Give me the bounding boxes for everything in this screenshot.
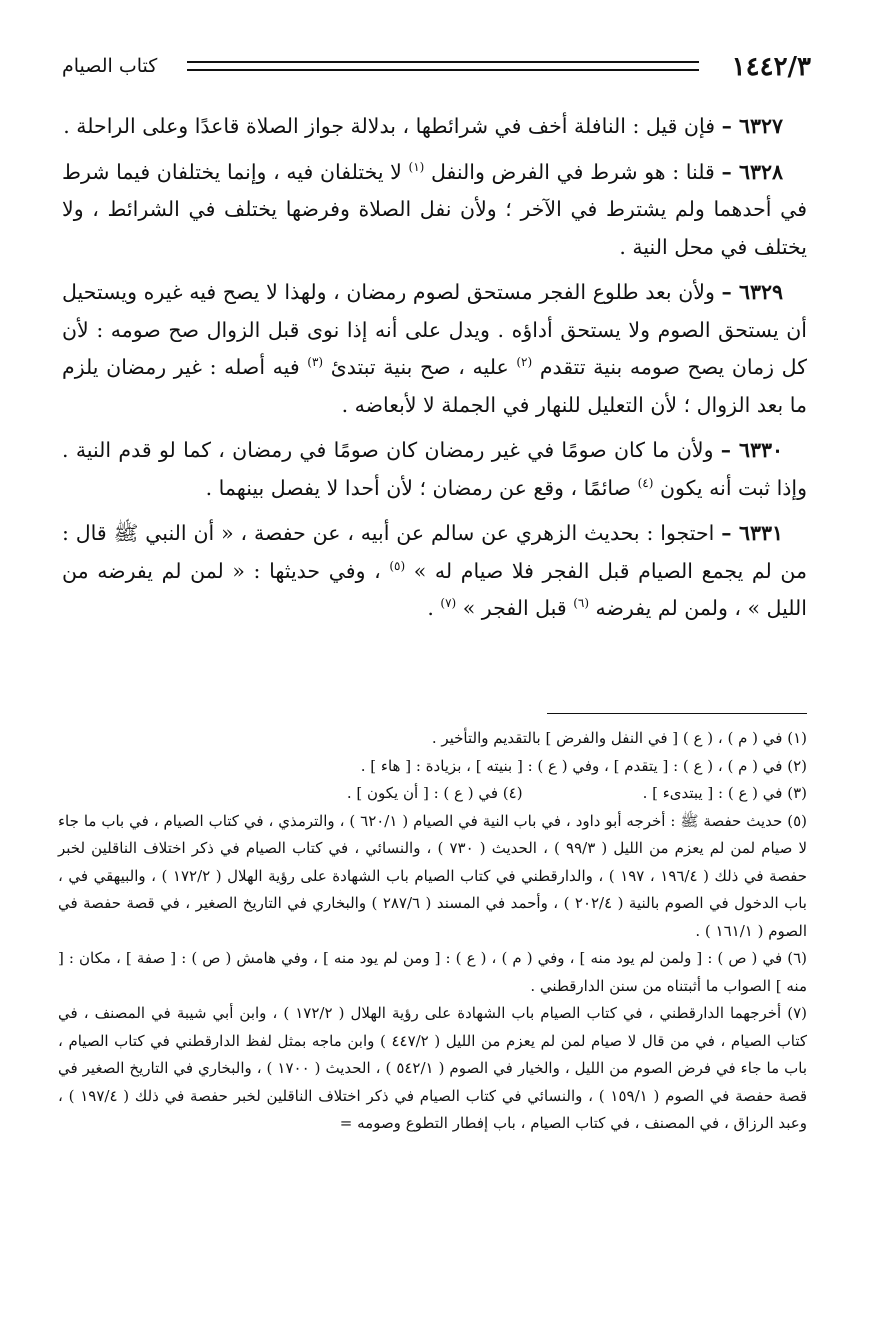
paragraph-6331	[62, 515, 807, 628]
paragraph-number: ٦٣٣٠ –	[720, 438, 783, 462]
footnote-ref: (٤)	[637, 475, 654, 490]
paragraph-text: ولأن بعد طلوع الفجر مستحق لصوم رمضان ، ولهذا لا يصح فيه غيره ويستحيل أن يستحق الصوم ولا يستحق أداؤه . ويدل على أنه إذا نوى قبل الزوال صح صومه : لأن كل زمان يصح صومه بنية تتقدم	[62, 280, 807, 379]
paragraph-text: فيه أصله : غير رمضان يلزم ما بعد الزوال ؛ لأن التعليل للنهار في الجملة لا لأبعاضه .	[62, 355, 807, 417]
paragraph-text: احتجوا : بحديث الزهري عن سالم عن أبيه ، عن حفصة ، « أن النبي ﷺ قال : من لم يجمع الصيام قبل الفجر فلا صيام له »	[62, 521, 807, 583]
paragraph-number: ٦٣٢٨ –	[721, 159, 783, 184]
footnotes-3-4	[58, 780, 807, 808]
paragraph-6329	[62, 274, 807, 424]
footnote-1: (١) في ( م ) ، ( ع ) [ في النفل والفرض ] بالتقديم والتأخير .	[431, 729, 807, 747]
header-rule	[187, 61, 699, 71]
paragraph-text: ولأن ما كان صومًا في غير رمضان كان صومًا في رمضان ، كما لو قدم النية . وإذا ثبت أنه يكون	[62, 438, 807, 500]
footnote-ref: (٥)	[389, 558, 406, 573]
paragraph-text: عليه ، صح بنية تبتدئ	[323, 355, 517, 379]
paragraph-text: قبل الفجر »	[456, 596, 574, 620]
footnote-7: (٧) أخرجهما الدارقطني ، في كتاب الصيام باب الشهادة على رؤية الهلال ( ١٧٢/٢ ) ، وابن أبي شيبة في المصنف ، في كتاب الصيام ، في من قال لا صيام لمن لم يعزم من الليل ( ٤٤٧/٢ ) وابن ماجه بمثل لفظ الدارقطني في كتاب الصيام ، باب ما جاء في فرض الصوم من الليل ، والخيار في الصوم ( ٥٤٢/١ ) ، الحديث ( ١٧٠٠ ) ، والبخاري في التاريخ الصغير في قصة حفصة في الصوم ( ١٥٩/١ ) ، والنسائي في كتاب الصيام في ذكر اختلاف الناقلين لخبر حفصة في ذلك ( ١٩٧/٤ ) ، وعبد الرزاق ، في المصنف ، في كتاب الصيام ، باب إفطار التطوع وصومه =	[58, 1004, 808, 1132]
footnote-ref: (٦)	[573, 596, 590, 611]
footnote-ref: (٢)	[516, 355, 533, 370]
footnote-6: (٦) في ( ص ) : [ ولمن لم يود منه ] ، وفي ( م ) ، ( ع ) : [ ومن لم يود منه ] ، وفي هامش ( ص ) : [ صفة ] ، مكان : [ منه ] الصواب ما أثبتناه من سنن الدارقطني .	[58, 949, 807, 995]
paragraph-text: ، وفي حديثها : « لمن لم يفرضه من الليل » ، ولمن لم يفرضه	[62, 558, 807, 620]
footnote-separator	[547, 713, 807, 714]
paragraph-text: صائمًا ، وقع عن رمضان ؛ لأن أحدا لا يفصل بينهما .	[205, 475, 638, 500]
footnote-3: (٣) في ( ع ) : [ يبتدىء ] .	[642, 784, 807, 802]
paragraph-6327	[62, 108, 807, 146]
page-header	[62, 50, 811, 90]
page-number: ١٤٤٢/٣	[731, 52, 811, 82]
paragraph-text: فإن قيل : النافلة أخف في شرائطها ، بدلالة جواز الصلاة قاعدًا وعلى الراحلة .	[63, 114, 722, 138]
paragraph-number: ٦٣٣١ –	[721, 521, 783, 545]
book-title: كتاب الصيام	[62, 55, 158, 77]
paragraph-6330	[62, 432, 807, 507]
paragraph-number: ٦٣٢٧ –	[721, 114, 783, 138]
main-text	[62, 108, 807, 636]
footnote-2: (٢) في ( م ) ، ( ع ) : [ يتقدم ] ، وفي ( ع ) : [ بنيته ] ، بزيادة : [ هاء ] .	[360, 756, 807, 775]
paragraph-text: لا يختلفان فيه ، وإنما يختلفان فيما شرط في أحدهما ولم يشترط في الآخر ؛ ولأن نفل الصلاة وفرضها يختلف في الشرائط ، ولا يختلف في محل النية .	[62, 159, 807, 259]
paragraph-text: قلنا : هو شرط في الفرض والنفل	[424, 159, 722, 184]
footnote-ref: (١)	[408, 159, 425, 174]
paragraph-text: .	[427, 596, 441, 620]
footnote-4: (٤) في ( ع ) : [ أن يكون ] .	[346, 784, 523, 802]
paragraph-number: ٦٣٢٩ –	[721, 280, 784, 304]
footnote-ref: (٣)	[307, 355, 324, 370]
footnotes	[58, 725, 807, 1138]
footnote-ref: (٧)	[440, 596, 457, 611]
paragraph-6328	[62, 154, 807, 267]
footnote-5: (٥) حديث حفصة ﷺ : أخرجه أبو داود ، في باب النية في الصيام ( ٦٢٠/١ ) ، والترمذي ، في كتاب الصيام ، في باب ما جاء لا صيام لمن لم يعزم من الليل ( ٩٩/٣ ) ، الحديث ( ٧٣٠ ) ، والنسائي ، في كتاب الصيام في ذكر اختلاف الناقلين لخبر حفصة في ذلك ( ١٩٦/٤ ، ١٩٧ ) ، والدارقطني في كتاب الصيام باب الشهادة على رؤية الهلال ( ١٧٢/٢ ) ، والبيهقي في ، باب الدخول في الصوم بالنية ( ٢٠٢/٤ ) ، وأحمد في المسند ( ٢٨٧/٦ ) والبخاري في التاريخ الصغير ، في قصة حفصة في الصوم ( ١٦١/١ ) .	[58, 811, 807, 940]
